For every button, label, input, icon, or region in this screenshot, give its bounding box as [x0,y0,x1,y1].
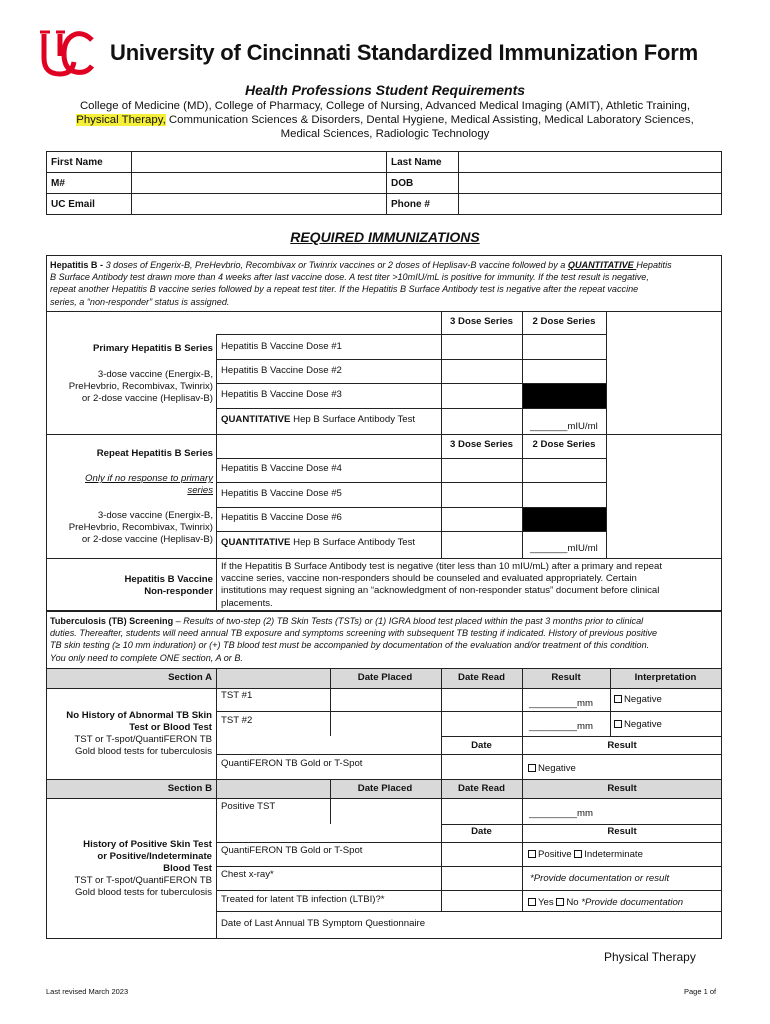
footer-revised: Last revised March 2023 [46,987,129,996]
checkbox-icon [574,850,582,858]
col-3dose-repeat: 3 Dose Series [450,439,513,450]
dose5-label: Hepatitis B Vaccine Dose #5 [221,488,342,499]
quantiferon-a-negative[interactable]: Negative [528,763,576,775]
quantiferon-b-label: QuantiFERON TB Gold or T-Spot [221,845,363,856]
b-date-header: Date [471,826,492,837]
col-2dose-repeat: 2 Dose Series [532,439,596,450]
tb-intro: Tuberculosis (TB) Screening – Results of two-step (2) TB Skin Tests (TSTs) or (1) IGRA blood test placed within the past 3 months prior to clinical duties. Thereafter, students will need annual TB exposure and symptoms screening with subsequent TB testing if indicated. History of previous positive TB skin testing (≥ 10 mm induration) or (+) TB blood test must be accompanied by documentation of the evaluation and/or treatment of this condition. You only need to complete ONE section, A or B. [50,616,658,663]
repeat-note-1: Only if no response to primary [85,473,213,484]
b-result2-header: Result [607,826,637,837]
primary-hepb-title: Primary Hepatitis B Series [93,343,213,354]
footer-program: Physical Therapy [604,950,696,964]
primary-note-3: or 2-dose vaccine (Heplisav-B) [81,393,213,404]
dose4-label: Hepatitis B Vaccine Dose #4 [221,463,342,474]
required-immunizations-heading: REQUIRED IMMUNIZATIONS [290,229,480,245]
primary-note-2: PreHevbrio, Recombivax, Twinrix) [68,381,213,392]
quantiferon-a-label: QuantiFERON TB Gold or T-Spot [221,758,363,769]
a-note-1: TST or T-spot/QuantiFERON TB [74,734,212,745]
phone-label: Phone # [387,194,459,215]
first-name-label: First Name [47,152,132,173]
tst1-label: TST #1 [221,690,253,701]
treated-ltbi-label: Treated for latent TB infection (LTBI)?* [221,894,385,905]
primary-note-1: 3-dose vaccine (Energix-B, [97,369,213,380]
dose2-label: Hepatitis B Vaccine Dose #2 [221,365,342,376]
provide-doc-result: *Provide documentation or result [530,873,670,884]
dose6-label: Hepatitis B Vaccine Dose #6 [221,512,342,523]
repeat-note-2: series [187,485,213,496]
programs-line-2: Communication Sciences & Disorders, Dental Hygiene, Medical Assisting, Medical Laboratory Sciences, [165,114,694,126]
nonresp-title-1: Hepatitis B Vaccine [124,574,213,585]
uc-logo-icon [38,28,96,78]
b-title-1: History of Positive Skin Test [83,839,212,850]
checkbox-icon [528,850,536,858]
tst1-negative[interactable]: Negative [614,694,662,706]
b-title-2: or Positive/Indeterminate [97,851,212,862]
nonresp-title-2: Non-responder [144,586,213,597]
quant-unit[interactable]: _______mIU/ml [530,421,598,432]
programs-list [60,99,710,141]
tst2-label: TST #2 [221,715,253,726]
b-date-read-header: Date Read [458,783,505,794]
b-note-2: Gold blood tests for tuberculosis [74,887,212,898]
a-title-1: No History of Abnormal TB Skin [66,710,212,721]
quantiferon-b-result[interactable]: Positive Indeterminate [528,849,643,861]
result-header: Result [551,672,581,683]
section-b-label: Section B [167,783,212,794]
m-number-field[interactable] [132,173,387,194]
repeat-quant-unit[interactable]: _______mIU/ml [530,543,598,554]
b-date-placed-header: Date Placed [357,783,413,794]
email-label: UC Email [47,194,132,215]
quant-test-label: QUANTITATIVE Hep B Surface Antibody Test [221,414,416,425]
chest-xray-label: Chest x-ray* [221,869,274,880]
b-note-1: TST or T-spot/QuantiFERON TB [74,875,212,886]
dose6-blocked-cell [523,508,606,531]
tst2-negative[interactable]: Negative [614,719,662,731]
b-title-3: Blood Test [163,863,212,874]
programs-highlight: Physical Therapy, [76,114,166,126]
annual-questionnaire-label: Date of Last Annual TB Symptom Questionnaire [221,918,426,929]
m-number-label: M# [47,173,132,194]
checkbox-icon [528,764,536,772]
repeat-hepb-title: Repeat Hepatitis B Series [96,448,213,459]
a-result-header: Result [607,740,637,751]
programs-line-3: Medical Sciences, Radiologic Technology [280,128,490,140]
dose3-blocked-cell [523,384,606,408]
tst1-result[interactable]: _________mm [529,698,594,709]
page-title: University of Cincinnati Standardized Immunization Form [110,40,698,65]
date-placed-header: Date Placed [357,672,413,683]
hepb-intro: Hepatitis B - 3 doses of Engerix-B, PreHevbrio, Recombivax or Twinrix vaccines or 2 doses of Heplisav-B vaccine followed by a QUANTITATIVE Hepatitis B Surface Antibody test drawn more than 4 weeks after last vaccine dose. A test titer >10mIU/mL is positive for immunity. If the test result is negative, repeat another Hepatitis B vaccine series followed by a repeat test titer. If the Hepatitis B Surface Antibody test is negative after the repeat vaccine series, a “non-responder” status is assigned. [50,260,672,307]
phone-field[interactable] [459,194,722,215]
last-name-label: Last Name [387,152,459,173]
email-field[interactable] [132,194,387,215]
interpretation-header: Interpretation [634,672,697,683]
tst2-result[interactable]: _________mm [529,721,594,732]
checkbox-icon [614,695,622,703]
section-a-label: Section A [168,672,212,683]
repeat-vaccine-note-3: or 2-dose vaccine (Heplisav-B) [81,534,213,545]
checkbox-icon [556,898,564,906]
last-name-field[interactable] [459,152,722,173]
dose1-label: Hepatitis B Vaccine Dose #1 [221,341,342,352]
first-name-field[interactable] [132,152,387,173]
col-2dose: 2 Dose Series [532,316,596,327]
dose3-label: Hepatitis B Vaccine Dose #3 [221,389,342,400]
a-title-2: Test or Blood Test [129,722,212,733]
repeat-vaccine-note-1: 3-dose vaccine (Energix-B, [97,510,213,521]
programs-line-1: College of Medicine (MD), College of Pharmacy, College of Nursing, Advanced Medical Imaging (AMIT), Athletic Training, [79,100,691,112]
checkbox-icon [614,720,622,728]
a-note-2: Gold blood tests for tuberculosis [74,746,212,757]
dob-label: DOB [387,173,459,194]
b-result-header: Result [607,783,637,794]
checkbox-icon [528,898,536,906]
positive-tst-result[interactable]: _________mm [529,808,594,819]
student-info-table [46,151,722,215]
page-subtitle: Health Professions Student Requirements [244,82,526,98]
repeat-quant-test-label: QUANTITATIVE Hep B Surface Antibody Test [221,537,416,548]
date-read-header: Date Read [458,672,505,683]
repeat-vaccine-note-2: PreHevbrio, Recombivax, Twinrix) [68,522,213,533]
treated-ltbi-answer[interactable]: Yes No *Provide documentation [528,897,683,909]
a-date-header: Date [471,740,492,751]
col-3dose: 3 Dose Series [450,316,513,327]
positive-tst-label: Positive TST [221,801,276,812]
footer-page: Page 1 of [684,987,717,996]
nonresp-text: If the Hepatitis B Surface Antibody test is negative (titer less than 10 mIU/mL) after a primary and repeat vaccine series, vaccine non-responders should be counseled and evaluated appropriately. Certain institutions may request signing an “acknowledgment of non-responder status” document before clinical placements. [221,561,662,609]
dob-field[interactable] [459,173,722,194]
